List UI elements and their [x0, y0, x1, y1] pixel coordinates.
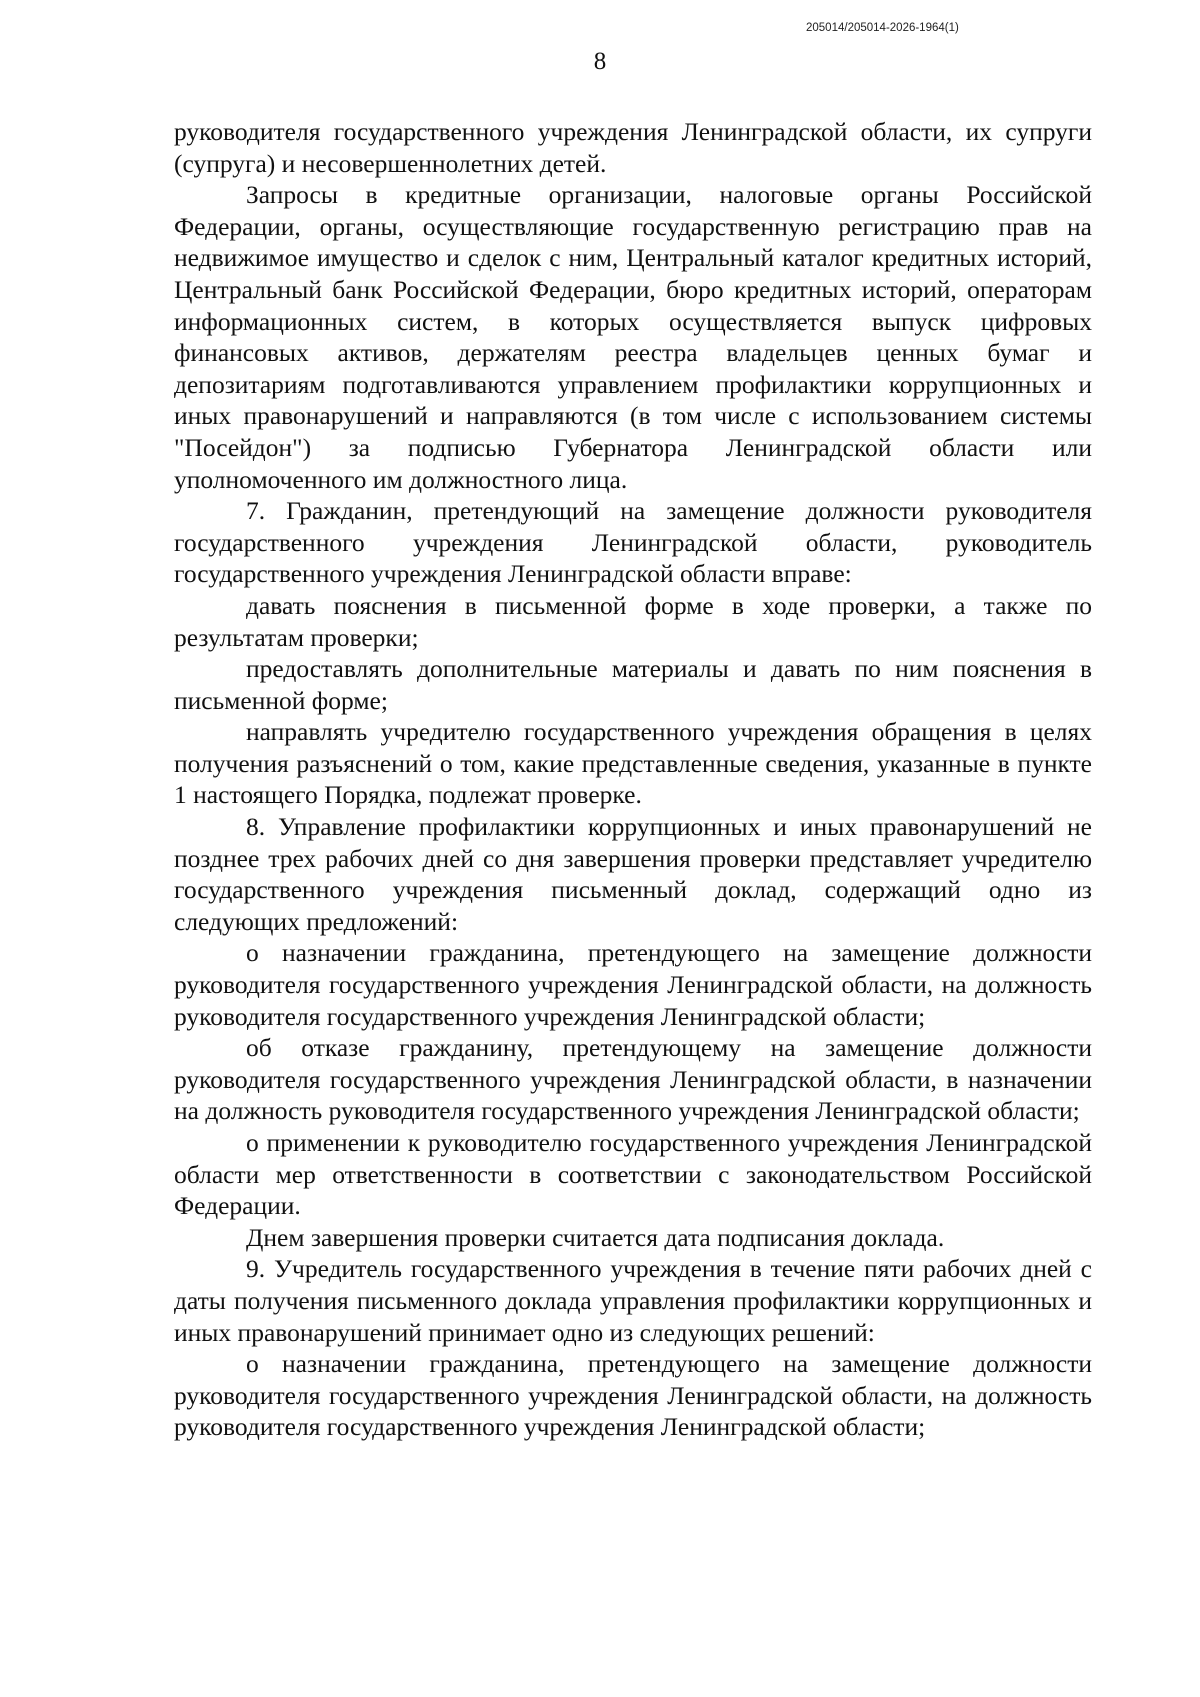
paragraph-11: Днем завершения проверки считается дата подписания доклада.: [246, 1222, 945, 1252]
paragraph-4: давать пояснения в письменной форме в ходе проверки, а также по результатам проверки;: [174, 590, 1092, 652]
paragraph-6: направлять учредителю государственного учреждения обращения в целях получения разъяснений о том, какие представленные сведения, указанные в пункте 1 настоящего Порядка, подлежат проверке.: [174, 717, 1092, 810]
paragraph-2: Запросы в кредитные организации, налоговые органы Российской Федерации, органы, осуществляющие государственную регистрацию прав на недвижимое имущество и сделок с ним, Центральный каталог кредитных историй, Центральный банк Российской Федерации, бюро кредитных историй, операторам информационных систем, в которых осуществляется выпуск цифровых финансовых активов, держателям реестра владельцев ценных бумаг и депозитариям подготавливаются управлением профилактики коррупционных и иных правонарушений и направляются (в том числе с использованием системы "Посейдон") за подписью Губернатора Ленинградской области или уполномоченного им должностного лица.: [174, 180, 1092, 494]
paragraph-8: о назначении гражданина, претендующего на замещение должности руководителя государственного учреждения Ленинградской области, на должность руководителя государственного учреждения Ленинградской области;: [174, 938, 1092, 1031]
document-body: [174, 116, 1092, 1443]
paragraph-9: об отказе гражданину, претендующему на замещение должности руководителя государственного учреждения Ленинградской области, в назначении на должность руководителя государственного учреждения Ленинградской области;: [174, 1033, 1092, 1126]
paragraph-13: о назначении гражданина, претендующего на замещение должности руководителя государственного учреждения Ленинградской области, на должность руководителя государственного учреждения Ленинградской области;: [174, 1349, 1092, 1442]
paragraph-3: 7. Гражданин, претендующий на замещение должности руководителя государственного учреждения Ленинградской области, руководитель государственного учреждения Ленинградской области вправе:: [174, 496, 1092, 589]
paragraph-7: 8. Управление профилактики коррупционных и иных правонарушений не позднее трех рабочих дней со дня завершения проверки представляет учредителю государственного учреждения письменный доклад, содержащий одно из следующих предложений:: [174, 812, 1092, 936]
paragraph-1: руководителя государственного учреждения Ленинградской области, их супруги (супруга) и несовершеннолетних детей.: [174, 117, 1092, 178]
page-number: 8: [593, 48, 607, 75]
paragraph-10: о применении к руководителю государственного учреждения Ленинградской области мер ответственности в соответствии с законодательством Российской Федерации.: [174, 1128, 1092, 1221]
paragraph-5: предоставлять дополнительные материалы и давать по ним пояснения в письменной форме;: [174, 654, 1092, 715]
paragraph-12: 9. Учредитель государственного учреждения в течение пяти рабочих дней с даты получения письменного доклада управления профилактики коррупционных и иных правонарушений принимает одно из следующих решений:: [174, 1254, 1092, 1347]
document-id: 205014/205014-2026-1964(1): [806, 22, 959, 34]
